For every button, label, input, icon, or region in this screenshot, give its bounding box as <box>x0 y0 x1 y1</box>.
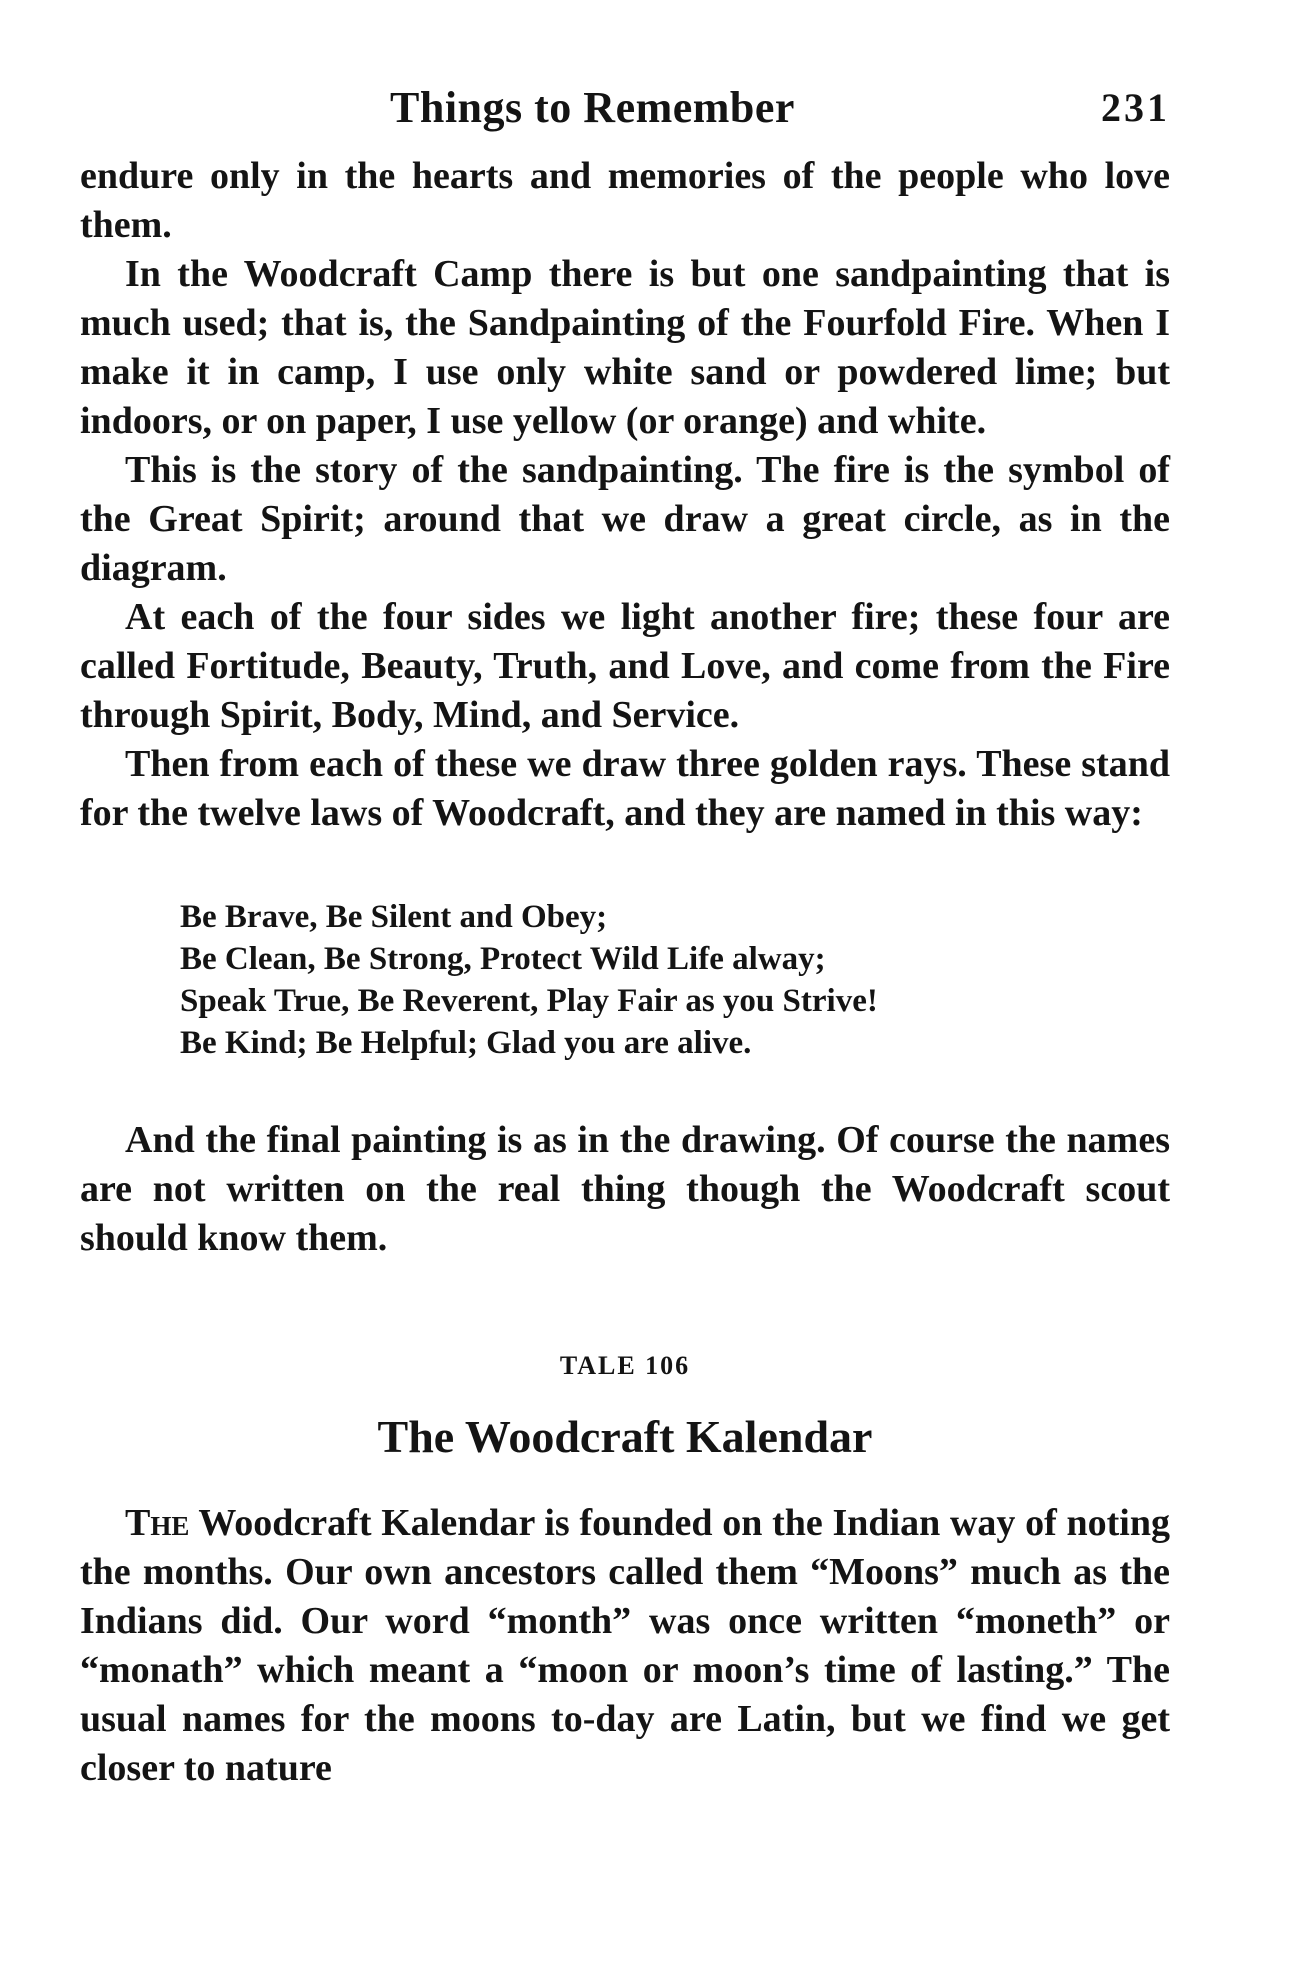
verse-line: Be Clean, Be Strong, Protect Wild Life alway; <box>180 941 826 977</box>
running-head <box>80 82 1170 142</box>
tale-text: Woodcraft Kalendar is founded on the Indian way of noting the months. Our own ancestors called them “Moons” much as the Indians did. Our word “month” was once written “moneth” or “monath” which meant a “moon or moon’s time of lasting.” The usual names for the moons to-day are Latin, but we find we get closer to nature <box>80 1502 1170 1789</box>
verse-line: Be Kind; Be Helpful; Glad you are alive. <box>180 1025 752 1061</box>
tale-label: TALE 106 <box>559 1351 691 1380</box>
paragraph: Then from each of these we draw three golden rays. These stand for the twelve laws of Woodcraft, and they are named in this way: <box>80 743 1170 834</box>
tale-first-word: The <box>125 1502 190 1544</box>
running-title: Things to Remember <box>390 83 795 132</box>
verse-line: Speak True, Be Reverent, Play Fair as you Strive! <box>180 983 878 1019</box>
paragraph: In the Woodcraft Camp there is but one sandpainting that is much used; that is, the Sandpainting of the Fourfold Fire. When I make it in camp, I use only white sand or powdered lime; but indoors, or on paper, I use yellow (or orange) and white. <box>80 253 1170 442</box>
verse-line: Be Brave, Be Silent and Obey; <box>180 899 608 935</box>
tale-paragraph <box>80 1499 1170 1793</box>
page-number: 231 <box>1101 85 1170 130</box>
paragraph: This is the story of the sandpainting. The fire is the symbol of the Great Spirit; around that we draw a great circle, as in the diagram. <box>80 449 1170 589</box>
chapter-title: The Woodcraft Kalendar <box>377 1411 873 1462</box>
paragraph: At each of the four sides we light another fire; these four are called Fortitude, Beauty, Truth, and Love, and come from the Fire through Spirit, Body, Mind, and Service. <box>80 596 1170 736</box>
body-text <box>80 152 1170 1793</box>
book-page <box>80 60 1170 1920</box>
woodcraft-laws-verse <box>180 896 1170 1064</box>
closing-paragraph: And the final painting is as in the drawing. Of course the names are not written on the real thing though the Woodcraft scout should know them. <box>80 1119 1170 1259</box>
paragraph-continued: endure only in the hearts and memories of the people who love them. <box>80 155 1170 246</box>
